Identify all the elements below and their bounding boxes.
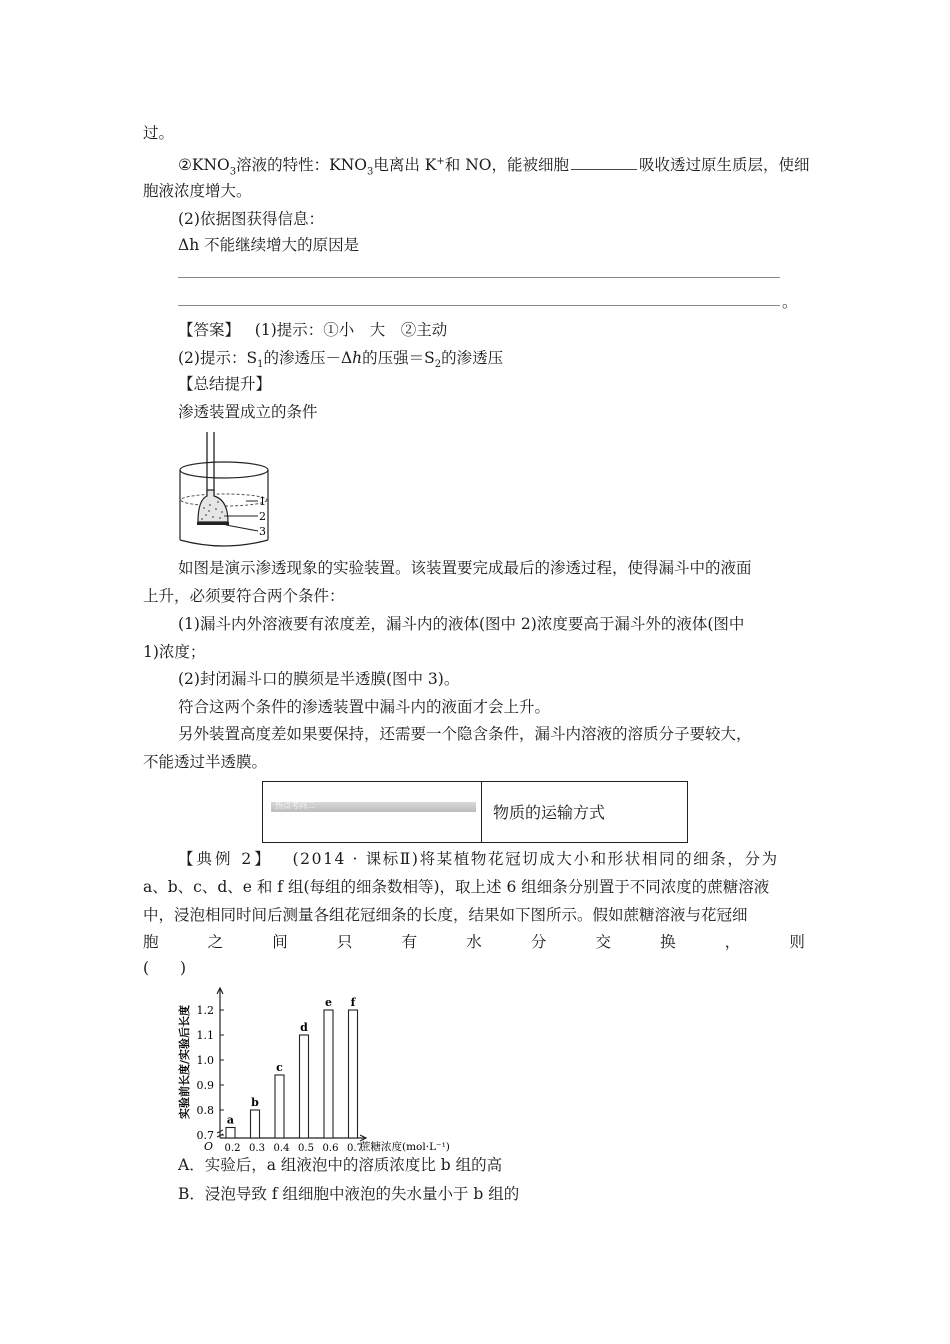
text-line: 胞液浓度增大。 xyxy=(143,182,252,200)
y-tick-label: 1.1 xyxy=(196,1029,214,1042)
example-line-4: 胞 之 间 只 有 水 分 交 换 ， 则 xyxy=(143,933,805,951)
bar-e xyxy=(324,1010,333,1138)
y-tick-label: 1.0 xyxy=(196,1054,214,1067)
x-tick-label: 0.6 xyxy=(322,1143,339,1154)
figure-label-1: 1 xyxy=(259,495,266,508)
bar-label-a: a xyxy=(226,1113,235,1127)
answer-line xyxy=(178,277,780,278)
y-tick-label: 0.9 xyxy=(196,1079,214,1092)
bar-a xyxy=(226,1128,235,1139)
x-tick-label: 0.4 xyxy=(273,1143,290,1154)
paragraph: 不能透过半透膜。 xyxy=(143,753,268,771)
bar-f xyxy=(349,1010,358,1138)
hot-topic-tag: 热点考向二 xyxy=(271,802,476,812)
example-line-2: a、b、c、d、e 和 f 组(每组的细条数相等)，取上述 6 组细条分别置于不同浓度的蔗糖溶液 xyxy=(143,878,770,896)
summary-title: 渗透装置成立的条件 xyxy=(178,403,318,421)
x-tick-label: 0.3 xyxy=(249,1143,265,1154)
text-line: 过。 xyxy=(143,124,175,142)
y-tick-label: 0.7 xyxy=(196,1129,214,1142)
y-tick-label: 0.8 xyxy=(196,1104,214,1117)
option-b: B．浸泡导致 f 组细胞中液泡的失水量小于 b 组的 xyxy=(178,1185,520,1203)
condition-2: (2)封闭漏斗口的膜须是半透膜(图中 3)。 xyxy=(178,670,460,688)
answer-line-2: (2)提示：$S_1$的渗透压－Δh的压强$=S_2$的渗透压 xyxy=(178,349,504,371)
figure-label-2: 2 xyxy=(259,510,266,523)
bar-b xyxy=(251,1110,260,1138)
question-2: (2)依据图获得信息： xyxy=(178,210,324,228)
answer-line xyxy=(178,305,780,306)
x-axis-label: 蔗糖浓度(mol·L⁻¹) xyxy=(360,1141,450,1153)
paragraph: 符合这两个条件的渗透装置中漏斗内的液面才会上升。 xyxy=(178,698,551,716)
x-tick-label: 0.7 xyxy=(347,1143,363,1154)
kno3-line: $②KNO_3$溶液的特性：$KNO_3$电离出 K+和 NO，能被细胞 吸收透过原生质层，使细 xyxy=(178,156,810,178)
condition-1-cont: 1)浓度； xyxy=(143,643,206,661)
paragraph: 另外装置高度差如果要保持，还需要一个隐含条件，漏斗内溶液的溶质分子要较大， xyxy=(178,725,752,743)
bar-label-f: f xyxy=(350,996,356,1009)
condition-1: (1)漏斗内外溶液要有浓度差，漏斗内的液体(图中 2)浓度要高于漏斗外的液体(图中 xyxy=(178,615,745,633)
example-line-1: 【典例 2】 (2014 · 课标Ⅱ)将某植物花冠切成大小和形状相同的细条，分为 xyxy=(178,850,779,868)
bar-c xyxy=(275,1075,284,1138)
figure-label-3: 3 xyxy=(259,525,266,538)
fill-blank xyxy=(571,155,637,170)
summary-label: 【总结提升】 xyxy=(178,375,272,393)
question-2-reason: Δh 不能继续增大的原因是 xyxy=(178,236,360,254)
bar-label-e: e xyxy=(325,996,332,1009)
paragraph: 上升，必须要符合两个条件： xyxy=(143,587,345,605)
answer-line-1: 【答案】 (1)提示：①小 大 ②主动 xyxy=(178,321,448,339)
bar-label-d: d xyxy=(300,1021,308,1034)
example-line-3: 中，浸泡相同时间后测量各组花冠细条的长度，结果如下图所示。假如蔗糖溶液与花冠细 xyxy=(143,906,748,924)
table-cell-title: 物质的运输方式 xyxy=(493,803,606,822)
period: 。 xyxy=(782,293,798,311)
bar-label-b: b xyxy=(251,1096,259,1109)
answer-bracket: ( ) xyxy=(143,959,187,977)
bar-label-c: c xyxy=(276,1061,283,1074)
sucrose-bar-chart xyxy=(170,984,490,1156)
origin-label: O xyxy=(204,1140,214,1153)
x-tick-label: 0.5 xyxy=(298,1143,314,1154)
x-tick-label: 0.2 xyxy=(224,1143,241,1154)
y-tick-label: 1.2 xyxy=(196,1004,214,1017)
table-cell-tag xyxy=(263,782,482,842)
bar-d xyxy=(300,1035,309,1138)
y-axis-label: 实验前长度/实验后长度 xyxy=(178,1004,191,1120)
paragraph: 如图是演示渗透现象的实验装置。该装置要完成最后的渗透过程，使得漏斗中的液面 xyxy=(178,559,752,577)
hot-topic-table xyxy=(262,781,688,843)
osmosis-apparatus-figure xyxy=(176,428,276,550)
option-a: A．实验后，a 组液泡中的溶质浓度比 b 组的高 xyxy=(178,1156,503,1174)
